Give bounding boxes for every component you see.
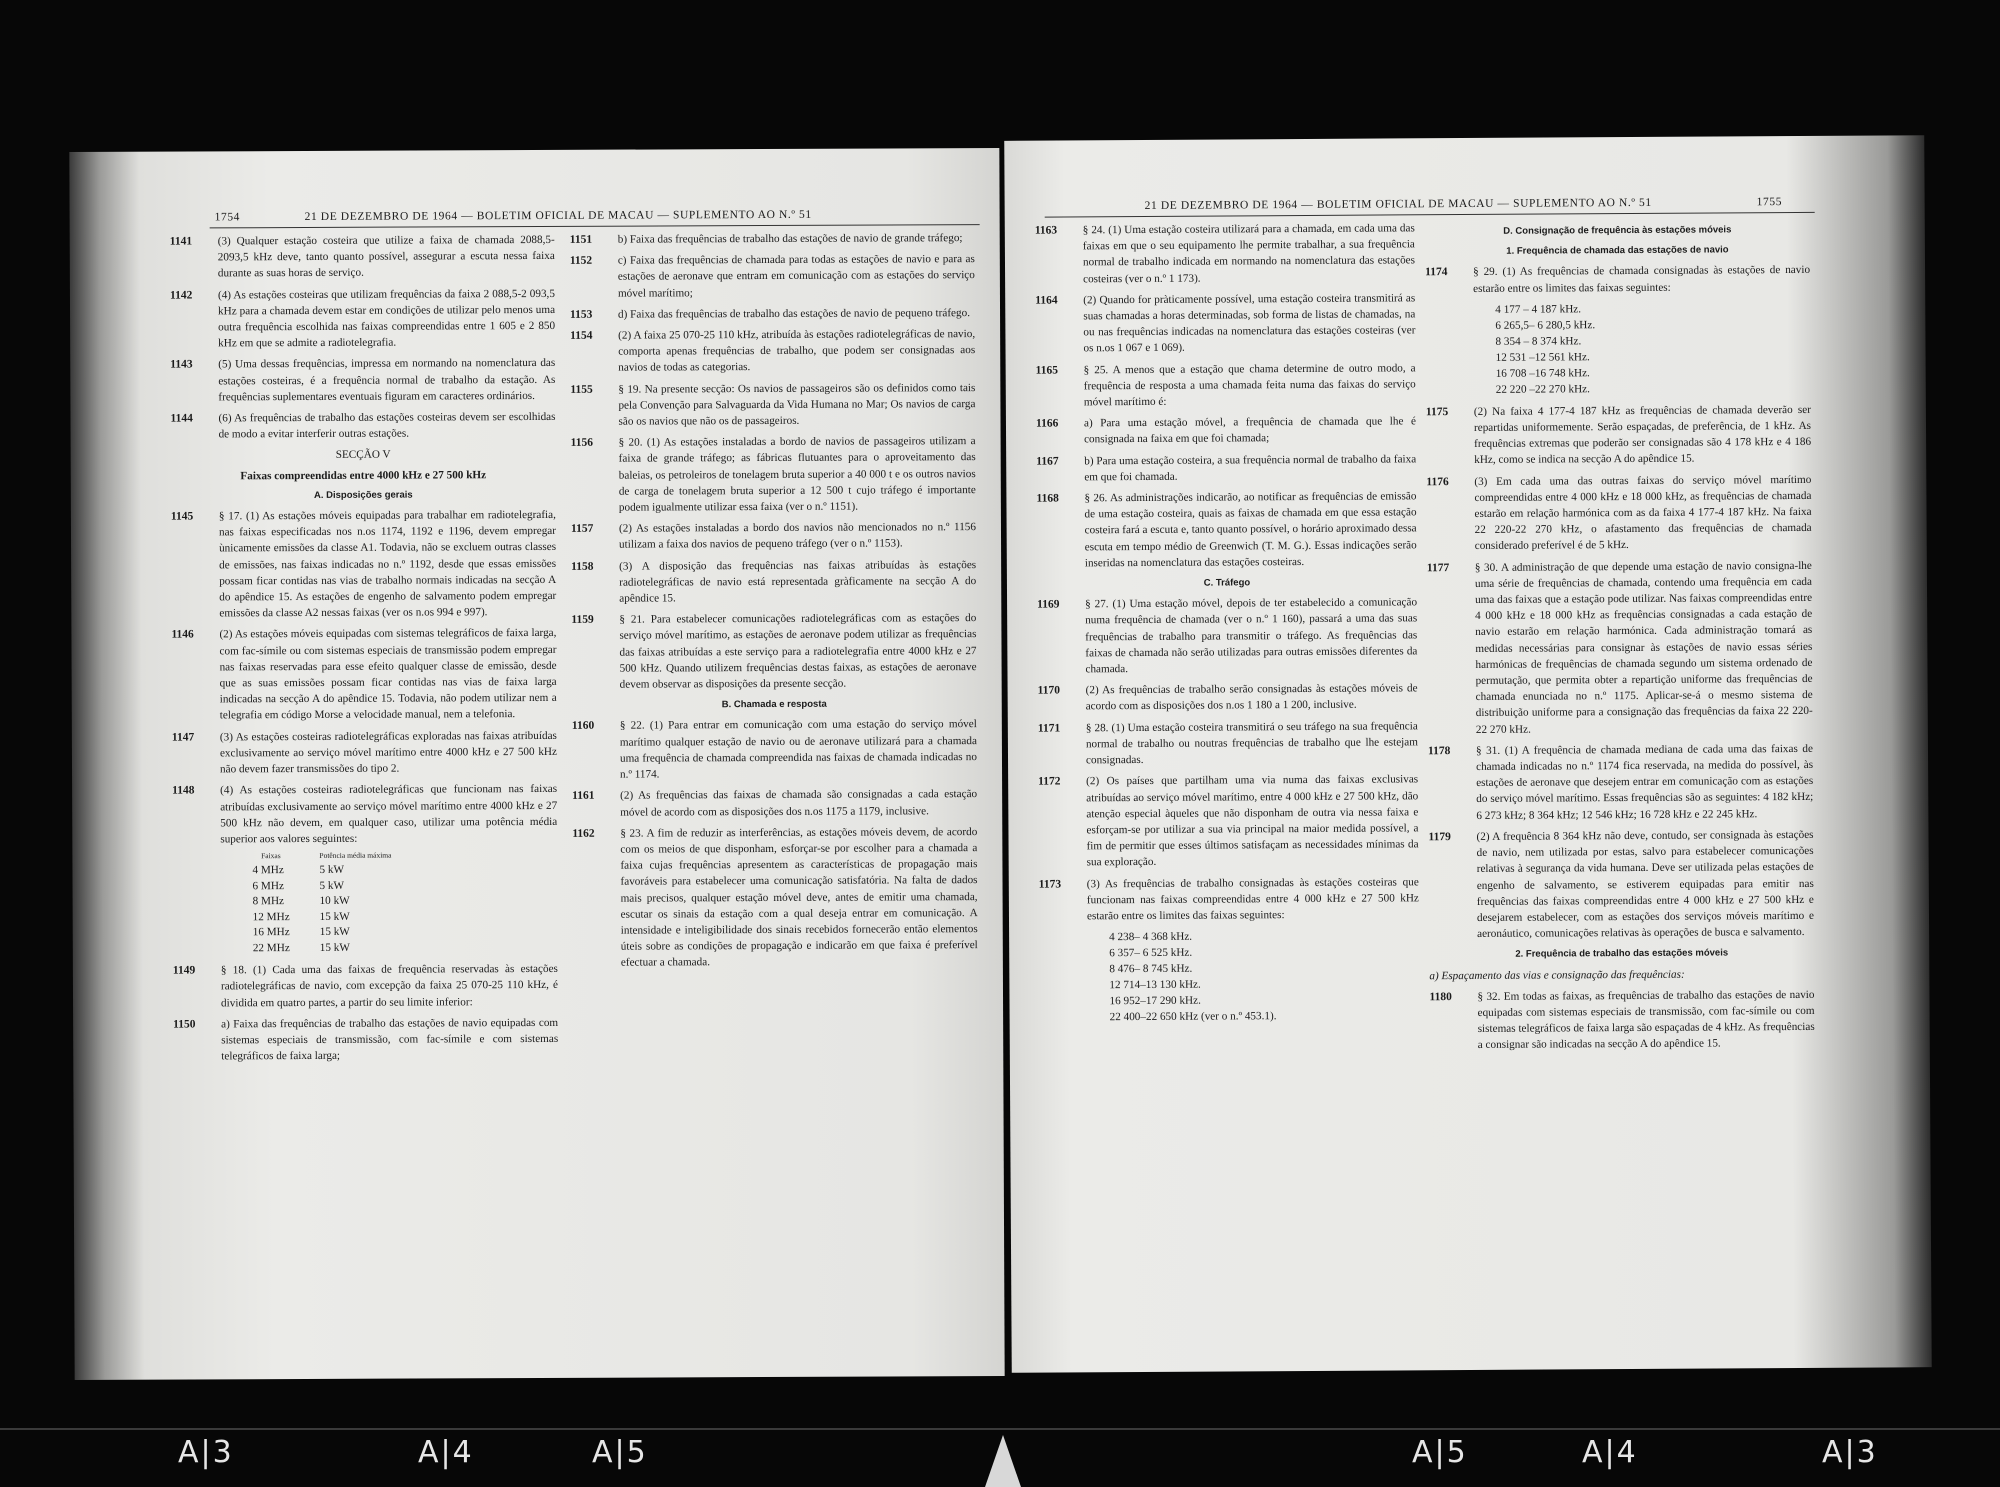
article-text: (4) As estações costeiras que utilizam frequências da faixa 2 088,5-2 093,5 kHz para a chamada devem estar em condições de utilizar pelo menos uma outra frequência escolhida nas faixas compreendidas entre 1 605 e 2 850 kHz em que se admite a radiotelegrafia. [217,287,556,350]
film-mark: A|4 [418,1435,474,1470]
article-paragraph [1036,414,1416,449]
frequency-range: 6 357– 6 525 kHz. [1109,946,1193,960]
article-number: 1163 [1034,224,1058,237]
article-text: (3) As estações costeiras radiotelegráficas exploradas nas faixas atribuídas exclusivamente ao serviço móvel marítimo entre 4000 kHz e 27 500 kHz não devem fazer transmissões do tipo 2. [219,729,557,776]
article-paragraph [1428,827,1814,943]
article-text: (6) As frequências de trabalho das estações costeiras devem ser escolhidas de modo a evitar interferir outras estações. [218,410,556,441]
article-text: (3) As frequências de trabalho consignadas às estações costeiras que funcionam nas faixas compreendidas entre 4 000 kHz e 27 500 kHz estarão entre os limites das faixas seguintes: [1086,875,1419,923]
page-number: 1754 [214,211,241,224]
section-heading: 2. Frequência de trabalho das estações móveis [1515,947,1729,961]
article-text: b) Para uma estação costeira, a sua frequência normal de trabalho da faixa em que foi chamada. [1084,452,1417,484]
article-number: 1146 [171,628,194,642]
article-number: 1143 [170,358,193,372]
article-paragraph [572,717,977,784]
table-cell: 6 MHz [252,879,284,892]
article-text: a) Faixa das frequências de trabalho das estações de navio equipadas com sistemas especiais de transmissão, com fac-símile e com sistemas telegráficos de faixa larga; [221,1016,559,1063]
article-paragraph [172,728,557,778]
left-column-2 [570,230,978,976]
article-number: 1145 [170,510,194,523]
article-number: 1179 [1428,830,1451,844]
article-paragraph [571,557,976,607]
article-text: § 29. (1) As frequências de chamada consignadas às estações de navio estarão entre os limites das faixas seguintes: [1473,264,1811,295]
article-text: § 23. A fim de reduzir as interferências, as estações móveis devem, de acordo com os meios de que disponham, esforçar-se por escolher para a chamada a faixa cujas frequências apresentem as características de propagação mais favoráveis para estabelecer uma comunicação satisfatória. Na falta de dados mais precisos, qualquer estação móvel deve, antes de emitir uma chamada, escutar os sinais da estação com a qual deseja entrar em comunicação. A intensidade e inteligibilidade dos sinais recebidos fornecerão então elementos úteis sobre as condições de propagação e indicarão em que faixa é preferível efectuar a chamada. [620,825,978,969]
article-number: 1154 [570,329,593,342]
frequency-range: 16 708 –16 748 kHz. [1495,367,1590,380]
article-text: a) Para uma estação móvel, a frequência de chamada que lhe é consignada na faixa em que foi chamada; [1083,415,1417,446]
table-row [252,863,421,879]
article-text: § 22. (1) Para entrar em comunicação com uma estação do serviço móvel marítimo qualquer estação de navio ou de aeronave utilizará para a chamada uma frequência de chamada compreendida nas faixas de chamada indicadas no n.º 1174. [619,718,977,781]
power-table [252,852,421,957]
right-column-2 [1425,218,1815,1059]
article-text: § 32. Em todas as faixas, as frequências de trabalho das estações de navio equipadas com sistemas especiais de transmissão, com fac-símile ou com sistemas telegráficos de faixa larga são espaçadas de 4 kHz. As frequências a consignar são indicadas na secção A do apêndice 15. [1477,988,1815,1052]
table-cell: 4 MHz [252,864,284,877]
article-paragraph [170,409,555,443]
header-rule [210,224,980,228]
article-text: § 19. Na presente secção: Os navios de passageiros são os definidos como tais pela Convenção para Salvaguarda da Vida Humana no Mar; Os navios de carga são os navios que não os de passageiros. [618,381,976,428]
frequency-range: 22 400–22 650 kHz (ver o n.º 453.1). [1109,1010,1277,1024]
section-heading: SECÇÃO V [335,449,391,462]
article-text: (3) Em cada uma das outras faixas do serviço móvel marítimo compreendidas entre 4 000 kHz e 18 000 kHz, as frequências de chamada estarão em relação harmónica com as da faixa 4 177-4 187 kHz. Na faixa 22 220-22 270 kHz, o afastamento das frequências de chamada considerado preferível é de 5 kHz. [1474,473,1812,553]
article-text: (2) Os países que partilham uma via numa das faixas exclusivas atribuídas ao serviço móvel marítimo, entre 4 000 kHz e 27 500 kHz, dão atenção especial àqueles que não disponham de outra via nessa faixa e esforçam-se por utilizar a sua via principal na maior medida possível, a fim de permitir que esses últimos satisfaçam as necessidades mínimas da sua exploração. [1086,773,1419,869]
article-number: 1157 [570,523,594,536]
frequency-range: 22 220 –22 270 kHz. [1495,383,1590,396]
article-paragraph [170,232,555,282]
article-paragraph [1429,987,1814,1054]
article-number: 1172 [1038,775,1061,788]
article-paragraph [572,786,977,820]
article-number: 1174 [1425,266,1448,279]
column-header: Faixas [261,851,281,861]
film-strip-edge [0,1428,2000,1430]
table-row [253,894,422,910]
article-paragraph [1426,472,1811,555]
film-mark: A|5 [1412,1435,1468,1470]
article-number: 1178 [1427,744,1451,758]
article-text: (2) As estações instaladas a bordo dos navios não mencionados no n.º 1156 utilizam a faixa dos navios de pequeno tráfego (ver o n.º 1153). [618,521,976,552]
article-paragraph [1428,741,1813,824]
table-cell: 15 kW [319,910,350,923]
article-paragraph [171,507,556,622]
article-paragraph [1035,290,1415,357]
article-text: (3) A disposição das frequências nas faixas atribuídas às estações radiotelegráficas de navio está representada gràficamente na secção A do apêndice 15. [619,558,977,605]
table-row [253,940,422,956]
article-text: c) Faixa das frequências de chamada para todas as estações de navio e para as estações de aeronave que entram em comunicação com as estações do serviço móvel marítimo; [617,253,975,300]
frequency-range: 4 177 – 4 187 kHz. [1495,303,1582,316]
section-heading: 1. Frequência de chamada das estações de navio [1506,244,1729,257]
frequency-range: 8 476– 8 745 kHz. [1109,962,1193,976]
article-text: (2) As frequências das faixas de chamada são consignadas a cada estação móvel de acordo com as disposições dos n.os 1175 a 1179, inclusive. [620,788,978,819]
article-text: § 25. A menos que a estação que chama determine de outro modo, a frequência de resposta a uma chamada feita numa das faixas do serviço móvel marítimo é: [1083,361,1416,409]
article-text: § 28. (1) Uma estação costeira transmitirá o seu tráfego na sua frequência normal de trabalho ou noutras frequências de trabalho que lhe estejam consignadas. [1085,719,1418,767]
table-row [253,909,422,925]
article-number: 1153 [570,308,593,321]
frequency-range: 12 531 –12 561 kHz. [1495,351,1590,364]
article-number: 1156 [570,436,594,450]
film-mark: A|5 [592,1435,648,1470]
article-paragraph [1426,402,1811,469]
article-paragraph [173,1015,558,1065]
article-number: 1165 [1035,364,1059,377]
article-paragraph [1036,360,1416,411]
frequency-list [1495,300,1811,398]
article-paragraph [571,610,976,693]
article-paragraph [173,961,558,1011]
frequency-range: 16 952–17 290 kHz. [1109,994,1201,1008]
table-row [253,925,422,941]
article-paragraph [570,230,975,248]
article-paragraph [1035,220,1415,287]
article-number: 1142 [169,289,193,302]
table-row [252,878,421,894]
article-paragraph [1038,718,1418,769]
film-mark: A|3 [1822,1435,1878,1470]
article-text: (2) Quando for pràticamente possível, uma estação costeira transmitirá as suas chamadas a horas determinadas, sob forma de listas de chamadas, na ou nas frequências indicadas na nomenclatura das estações costeiras (ver os n.os 1 067 e 1 069). [1083,292,1416,355]
article-paragraph [1038,681,1418,716]
article-text: § 17. (1) As estações móveis equipadas para trabalhar em radiotelegrafia, nas faixas especificadas nos n.os 1174, 1192 e 1196, devem empregar ùnicamente emissões da classe A1. Todavia, não se excluem outras classes de emissões, nas faixas indicadas no n.º 1192, desde que essas emissões possam ficar contidas nas vias de trabalho normais indicadas na secção A do apêndice 15. As estações de engenho de salvamento podem empregar emissões da classe A2 nessas faixas (ver os n.os 994 e 997). [218,508,557,620]
page-number: 1755 [1756,196,1783,209]
article-number: 1152 [569,254,593,268]
article-paragraph [1039,874,1419,925]
article-number: 1171 [1037,722,1061,735]
article-text: (4) As estações costeiras radiotelegráficas que funcionam nas faixas atribuídas exclusivamente ao serviço móvel marítimo entre 4000 kHz e 27 500 kHz não devem, em qualquer caso, utilizar uma potência média superior aos valores seguintes: [220,783,558,846]
article-number: 1161 [572,790,595,803]
article-paragraph [571,433,976,516]
article-text: (5) Uma dessas frequências, impressa em normando na nomenclatura das estações costeiras, é a frequência normal de trabalho da estação. As frequências suplementares eventuais figuram em caracteres ordinários. [218,357,556,404]
article-text: (2) As frequências de trabalho serão consignadas às estações móveis de acordo com as disposições dos n.os 1 180 a 1 200, inclusive. [1085,682,1418,713]
article-text: (2) Na faixa 4 177-4 187 kHz as frequências de chamada deverão ser repartidas uniformemente. Serão espaçadas, de preferência, de 1 kHz. As frequências extremas que poderão ser consignadas são 4 178 kHz e 4 186 kHz, como se indica na secção A do apêndice 15. [1473,403,1812,467]
article-number: 1160 [571,720,595,733]
article-number: 1167 [1036,455,1059,468]
frequency-range: 4 238– 4 368 kHz. [1109,930,1193,944]
header-rule [1045,212,1815,218]
article-text: § 20. (1) As estações instaladas a bordo de navios de passageiros utilizam a faixa de grande tráfego; as fábricas flutuantes para o aproveitamento das baleias, os petroleiros de tonelagem bruta superior a 40 000 t e os outros navios de carga de tonelagem bruta superior a 12 500 t cujo tráfego é importante podem igualmente utilizar essa faixa (ver o n.º 1151). [618,435,976,514]
article-text: § 27. (1) Uma estação móvel, depois de ter estabelecido a comunicação numa frequência de chamada (ver o n.º 1 160), passará a uma das suas frequências de trabalho para transmitir o tráfego. As frequências das faixas de chamada não serão utilizadas para outras emissões diferentes da chamada. [1085,596,1418,676]
article-paragraph [570,251,975,301]
article-number: 1169 [1037,598,1060,611]
article-paragraph [1037,595,1417,678]
section-heading: B. Chamada e resposta [721,699,827,711]
article-text: § 31. (1) A frequência de chamada mediana de cada uma das faixas de chamada indicadas no n.º 1174 fica reservada, na medida do possível, às estações de aeronave que desejem entrar em comunicação com as estações do serviço móvel marítimo. Essas frequências são as seguintes: 4 182 kHz; 6 273 kHz; 8 364 kHz; 12 546 kHz; 16 728 kHz e 22 245 kHz. [1475,742,1814,822]
article-paragraph [570,326,975,376]
article-paragraph [570,380,975,430]
left-column-1 [170,232,559,1070]
article-text: § 21. Para estabelecer comunicações radiotelegráficas com as estações do serviço móvel marítimo, as estações de aeronave podem utilizar as frequências das faixas atribuídas a este serviço para a radiotelegrafia entre 4000 kHz e 27 500 kHz. Quando utilizem frequências destas faixas, as estações de aeronave devem observar as disposições da presente secção. [619,612,977,691]
article-number: 1141 [169,235,193,248]
section-heading: D. Consignação de frequência às estações móveis [1503,224,1732,237]
column-header: Potência média máxima [319,850,392,861]
article-paragraph [570,305,975,323]
article-paragraph [572,824,978,972]
frequency-range: 12 714–13 130 kHz. [1109,978,1201,992]
article-paragraph [1427,558,1813,739]
film-mark: A|4 [1582,1435,1638,1470]
article-number: 1149 [172,964,196,977]
article-number: 1148 [172,784,195,797]
article-number: 1166 [1035,417,1059,430]
section-heading: C. Tráfego [1203,577,1251,589]
article-number: 1150 [173,1018,196,1031]
section-heading: Faixas compreendidas entre 4000 kHz e 27 500 kHz [240,468,487,482]
article-text: b) Faixa das frequências de trabalho das estações de navio de grande tráfego; [617,232,963,246]
article-paragraph [1425,262,1810,297]
article-text: § 30. A administração de que depende uma estação de navio consigna-lhe uma série de frequências de chamada, contendo uma frequência em cada uma das faixas que a estação pode utilizar. Nas faixas compreendidas entre 4 000 kHz e 18 000 kHz as frequências consignadas a cada estação de navio estarão em relação harmónica. Cada administração tomará as medidas necessárias para consignar às estações de navio essas séries harmónicas de frequências de chamada segundo um sistema ordenado de permutação, que permita obter a repartição uniforme das frequências de chamada enunciada no n.º 1175. Aplicar-se-á o mesmo sistema de distribuição uniforme para a consignação das frequências da faixa 22 220-22 270 kHz. [1474,559,1813,736]
article-number: 1180 [1429,990,1452,1003]
article-text: (3) Qualquer estação costeira que utilize a faixa de chamada 2088,5-2093,5 kHz deve, tanto quanto possível, assegurar a escuta nessa faixa durante as suas horas de serviço. [217,233,555,280]
section-heading: a) Espaçamento das vias e consignação das frequências: [1429,968,1685,982]
article-paragraph [171,625,556,724]
article-text: § 18. (1) Cada uma das faixas de frequência reservadas às estações radiotelegráficas de navio, com excepção da faixa 25 070-25 110 kHz, é dividida em quatro partes, a partir do seu limite inferior: [220,963,558,1009]
table-cell: 5 kW [319,863,345,877]
frequency-range: 6 265,5– 6 280,5 kHz. [1495,319,1596,332]
article-number: 1173 [1038,878,1062,891]
table-cell: 15 kW [319,941,350,954]
table-cell: 16 MHz [252,926,290,939]
article-text: (2) A faixa 25 070-25 110 kHz, atribuída às estações radiotelegráficas de navio, comporta apenas frequências de trabalho, que podem ser consignadas aos navios de todas as categorias. [618,328,976,375]
frequency-list [1109,927,1420,1025]
article-paragraph [170,355,555,405]
article-text: d) Faixa das frequências de trabalho das estações de navio de pequeno tráfego. [618,306,971,321]
article-number: 1162 [572,827,595,840]
article-number: 1147 [171,731,195,744]
article-text: § 24. (1) Uma estação costeira utilizará para a chamada, em cada uma das faixas em que o seu equipamento lhe permite trabalhar, a sua frequência normal de trabalho indicada em normando na nomenclatura das estações costeiras (ver o n.º 1 173). [1082,222,1416,285]
right-page [1004,135,1932,1373]
article-number: 1164 [1035,294,1058,307]
article-number: 1170 [1037,684,1061,697]
article-paragraph [170,286,555,352]
article-paragraph [571,519,976,553]
right-column-1 [1035,220,1420,1031]
article-paragraph [1038,772,1419,872]
article-paragraph [1036,488,1416,571]
article-paragraph [172,781,557,847]
film-notch [985,1435,1021,1487]
table-cell: 5 kW [319,879,345,892]
article-number: 1175 [1425,405,1449,419]
article-number: 1158 [571,560,594,573]
article-number: 1168 [1036,492,1059,505]
article-number: 1144 [170,412,193,425]
article-number: 1155 [570,383,593,396]
article-text: (2) As estações móveis equipadas com sistemas telegráficos de faixa larga, com fac-símile ou com sistemas especiais de transmissão podem empregar nas faixas reservadas para esse efeito qualquer classe de emissão, desde que as suas emissões possam ficar contidas nas vias de faixa larga indicadas na secção A do apêndice 15. Todavia, não podem utilizar nem a telegrafia em código Morse a velocidade manual, nem a telefonia. [219,627,557,722]
article-number: 1151 [569,233,593,246]
article-number: 1176 [1426,475,1449,488]
frequency-range: 8 354 – 8 374 kHz. [1495,335,1582,348]
article-text: (2) A frequência 8 364 kHz não deve, contudo, ser consignada às estações de navio, nem utilizada por estas, salvo para estabelecer comunicações relativas à segurança da vida humana. Deve ser utilizada pelas estações de engenho de salvamento, se estiverem equipadas para emitir nas frequências das faixas compreendidas entre 4 000 kHz e 27 500 kHz e desejarem estabelecer, com as estações dos serviços móveis marítimo e aeronáutico, comunicações relativas às operações de busca e salvamento. [1476,828,1815,941]
table-cell: 12 MHz [252,910,290,923]
table-cell: 22 MHz [252,941,290,954]
table-cell: 15 kW [319,925,350,939]
film-mark: A|3 [178,1435,234,1470]
table-cell: 8 MHz [252,895,285,908]
section-heading: A. Disposições gerais [313,489,413,501]
article-number: 1159 [571,614,594,627]
table-cell: 10 kW [319,894,350,908]
article-text: § 26. As administrações indicarão, ao notificar as frequências de emissão de uma estação costeira, quais as faixas de chamada em que essa estação costeira fará a escuta e, tanto quanto possível, o horário aproximado dessa escuta em tempo médio de Greenwich (T. M. G.). Essas indicações serão inseridas na nomenclatura das estações costeiras. [1084,490,1417,570]
left-page [69,148,1004,1380]
article-number: 1177 [1426,561,1450,574]
article-paragraph [1036,451,1416,486]
running-header: 21 DE DEZEMBRO DE 1964 — BOLETIM OFICIAL DE MACAU — SUPLEMENTO AO N.º 51 [1144,196,1652,212]
running-header: 21 DE DEZEMBRO DE 1964 — BOLETIM OFICIAL DE MACAU — SUPLEMENTO AO N.º 51 [304,208,812,224]
